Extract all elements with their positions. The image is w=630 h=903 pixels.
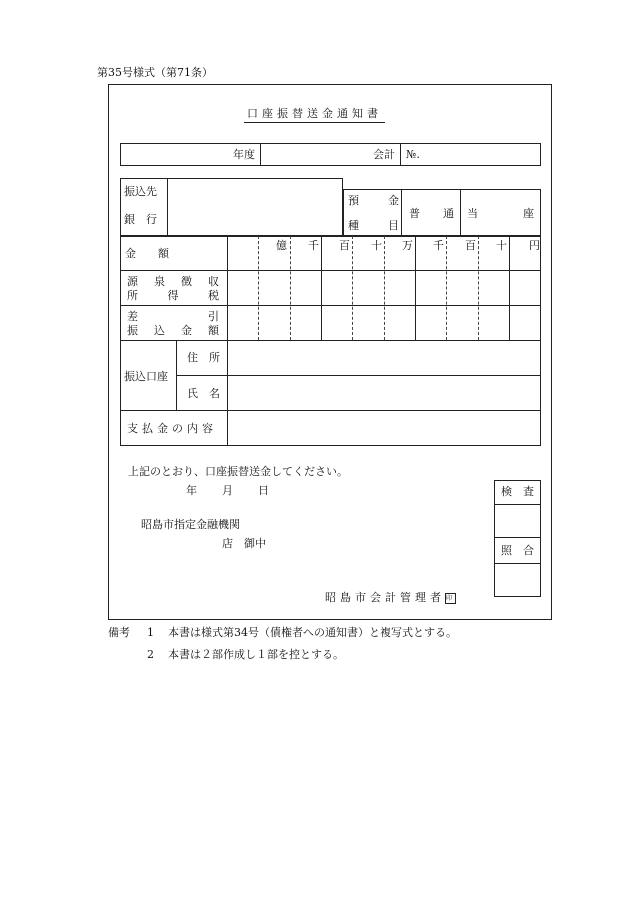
remarks-label: 備考 <box>108 626 130 639</box>
transfer-account-label: 振込口座 <box>124 370 168 383</box>
deposit-type-box <box>343 189 541 236</box>
amount-label: 金 額 <box>125 247 169 260</box>
unit-sen: 千 <box>433 239 444 252</box>
digit-dash <box>290 236 291 340</box>
withholding-label: 源 泉 徴 収 <box>127 275 219 288</box>
remark-text: 本書は２部作成し１部を控とする。 <box>168 648 344 661</box>
deposit-label-char: 金 <box>388 194 399 207</box>
ordinary-char: 普 <box>409 207 420 220</box>
unit-yen: 円 <box>529 239 540 252</box>
remark-num: 2 <box>147 648 154 661</box>
unit-oku: 億 <box>276 239 287 252</box>
verification-label: 照 合 <box>501 544 534 557</box>
transfer-amount-label: 振 込 金 額 <box>127 324 219 337</box>
remark-text: 本書は様式第34号（債権者への通知書）と複写式とする。 <box>168 626 457 639</box>
digit-dash <box>352 236 353 340</box>
unit-hyaku: 百 <box>339 239 350 252</box>
unit-hyaku: 百 <box>465 239 476 252</box>
year-label: 年度 <box>233 148 255 161</box>
divider <box>167 178 168 236</box>
digit-line <box>415 236 416 340</box>
unit-juu: 十 <box>371 239 382 252</box>
row-line <box>176 375 541 376</box>
digit-dash <box>258 236 259 340</box>
form-number: 第35号様式（第71条） <box>97 66 213 79</box>
branch-addressee: 店 御中 <box>222 537 266 550</box>
deposit-label-char: 種 <box>348 219 359 232</box>
date-month: 月 <box>222 484 233 497</box>
account-divider <box>176 340 177 410</box>
digit-dash <box>446 236 447 340</box>
date-day: 日 <box>258 484 269 497</box>
divider <box>260 143 261 166</box>
name-label: 氏 名 <box>187 387 220 400</box>
bank-label-2: 銀 行 <box>124 213 157 226</box>
account-label: 会計 <box>373 148 395 161</box>
payment-content-label: 支払金の内容 <box>127 422 217 435</box>
checking-char: 座 <box>523 207 534 220</box>
label-divider <box>227 236 228 446</box>
unit-juu: 十 <box>496 239 507 252</box>
form-title: 口座振替送金通知書 <box>244 108 385 119</box>
divider <box>401 189 402 236</box>
digit-line <box>321 236 322 340</box>
unit-sen: 千 <box>308 239 319 252</box>
inspection-label: 検 査 <box>501 485 534 498</box>
bank-addressee: 昭島市指定金融機関 <box>141 518 240 531</box>
digit-dash <box>478 236 479 340</box>
row-line <box>120 410 541 411</box>
box-line <box>494 504 541 505</box>
divider <box>460 189 461 236</box>
deposit-label-char: 預 <box>348 194 359 207</box>
net-label: 差 引 <box>127 310 219 323</box>
seal-mark: 印 <box>446 594 457 602</box>
notice-text: 上記のとおり、口座振替送金してください。 <box>128 465 348 478</box>
divider <box>400 143 401 166</box>
remark-num: 1 <box>147 626 154 639</box>
digit-dash <box>384 236 385 340</box>
box-line <box>494 563 541 564</box>
bank-label-1: 振込先 <box>124 185 157 198</box>
number-label: №. <box>406 148 420 161</box>
date-year: 年 <box>186 484 197 497</box>
box-line <box>494 537 541 538</box>
unit-man: 万 <box>402 239 413 252</box>
income-tax-label: 所 得 税 <box>127 289 219 302</box>
digit-line <box>509 236 510 340</box>
issuer: 昭島市会計管理者印 <box>325 591 457 604</box>
fiscal-year-row <box>120 143 541 166</box>
row-line <box>120 340 541 341</box>
deposit-label-char: 目 <box>388 219 399 232</box>
address-label: 住 所 <box>187 351 220 364</box>
ordinary-char: 通 <box>443 207 454 220</box>
checking-char: 当 <box>467 207 478 220</box>
